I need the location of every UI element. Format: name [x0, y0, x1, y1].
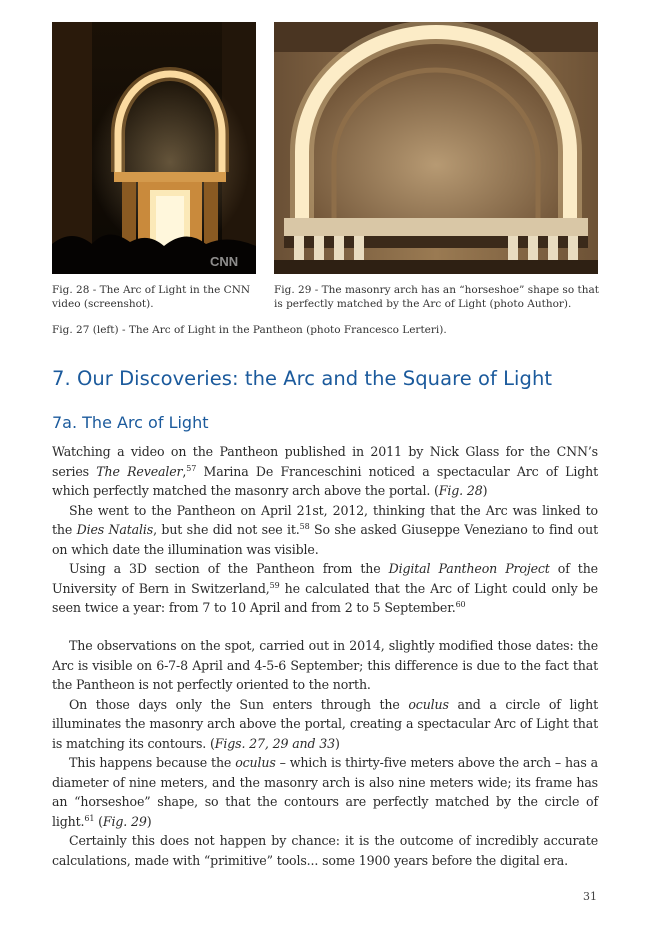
paragraph-5	[52, 695, 598, 754]
section-heading: 7. Our Discoveries: the Arc and the Square of Light	[52, 367, 553, 390]
term-dies-natalis: Dies Natalis	[76, 522, 154, 537]
text-run: So she asked Giuseppe Veneziano to find out on which date the illumination was visible.	[52, 522, 598, 557]
cnn-watermark: CNN	[210, 254, 239, 269]
text-run: he calculated that the Arc of Light could only be seen twice a year: from 7 to 10 April and from 2 to 5 September.	[52, 580, 598, 615]
fig27-caption: Fig. 27 (left) - The Arc of Light in the Pantheon (photo Francesco Lerteri).	[52, 324, 447, 336]
text-run: Using a 3D section of the Pantheon from the	[69, 561, 389, 576]
fig29-photo	[274, 22, 598, 274]
body-text-block-2	[52, 636, 598, 870]
series-title: The Revealer	[96, 463, 183, 479]
text-run: ,	[182, 463, 187, 479]
fig28-photo	[52, 22, 256, 274]
figure-ref: Fig. 29	[102, 813, 147, 829]
figure-ref: Fig. 28	[438, 483, 483, 498]
term-oculus: oculus	[235, 755, 276, 770]
footnote-ref-60: 60	[455, 600, 466, 609]
text-run: She went to the Pantheon on April 21st, 2012, thinking that the Arc was linked to the	[52, 502, 598, 537]
text-run: )	[146, 813, 152, 829]
paragraph-2	[52, 501, 598, 560]
fig28-caption: Fig. 28 - The Arc of Light in the CNN video (screenshot).	[52, 284, 251, 310]
fig29-caption: Fig. 29 - The masonry arch has an “horseshoe” shape so that is perfectly matched by the Arc of Light (photo Author).	[274, 284, 599, 310]
paragraph-3	[52, 559, 598, 618]
subsection-heading: 7a. The Arc of Light	[52, 413, 209, 432]
text-run: )	[482, 483, 488, 498]
paragraph-7: Certainly this does not happen by chance: it is the outcome of incredibly accurate calculations, made with “primitive” tools... some 1900 years before the digital era.	[52, 833, 598, 868]
paragraph-6	[52, 753, 598, 831]
text-run: On those days only the Sun enters through the	[69, 696, 409, 712]
text-run: )	[335, 735, 340, 751]
figure-ref: Figs. 27, 29 and 33	[214, 735, 335, 751]
body-text-block-1	[52, 442, 598, 618]
text-run: Marina De Franceschini noticed a spectacular Arc of Light which perfectly matched the masonry arch above the portal. (	[52, 463, 598, 498]
page-number: 31	[583, 890, 597, 903]
footnote-ref-61: 61	[84, 813, 95, 823]
text-run: of the University of Bern in Switzerland,	[52, 561, 598, 596]
project-name: Digital Pantheon Project	[388, 561, 550, 576]
text-run: (	[94, 813, 103, 829]
term-oculus: oculus	[408, 696, 449, 712]
footnote-ref-57: 57	[186, 463, 197, 473]
text-run: and a circle of light illuminates the masonry arch above the portal, creating a spectacular Arc of Light that is matching its contours. (	[52, 696, 599, 751]
text-run: This happens because the	[69, 755, 236, 770]
footnote-ref-59: 59	[269, 580, 280, 590]
text-run: – which is thirty-five meters above the arch – has a diameter of nine meters, and the masonry arch is also nine meters wide; its frame has an “horseshoe” shape, so that the contours are perfectly matched by the circle of light.	[52, 755, 598, 829]
footnote-ref-58: 58	[299, 522, 310, 531]
text-run: , but she did not see it.	[153, 522, 300, 537]
text-run: Watching a video on the Pantheon published in 2011 by Nick Glass for the CNN’s series	[52, 444, 598, 479]
paragraph-1	[52, 442, 598, 501]
paragraph-4: The observations on the spot, carried out in 2014, slightly modified those dates: the Arc is visible on 6-7-8 April and 4-5-6 September; this difference is due to the fact that the Pantheon is not perfectly oriented to the north.	[52, 638, 598, 692]
